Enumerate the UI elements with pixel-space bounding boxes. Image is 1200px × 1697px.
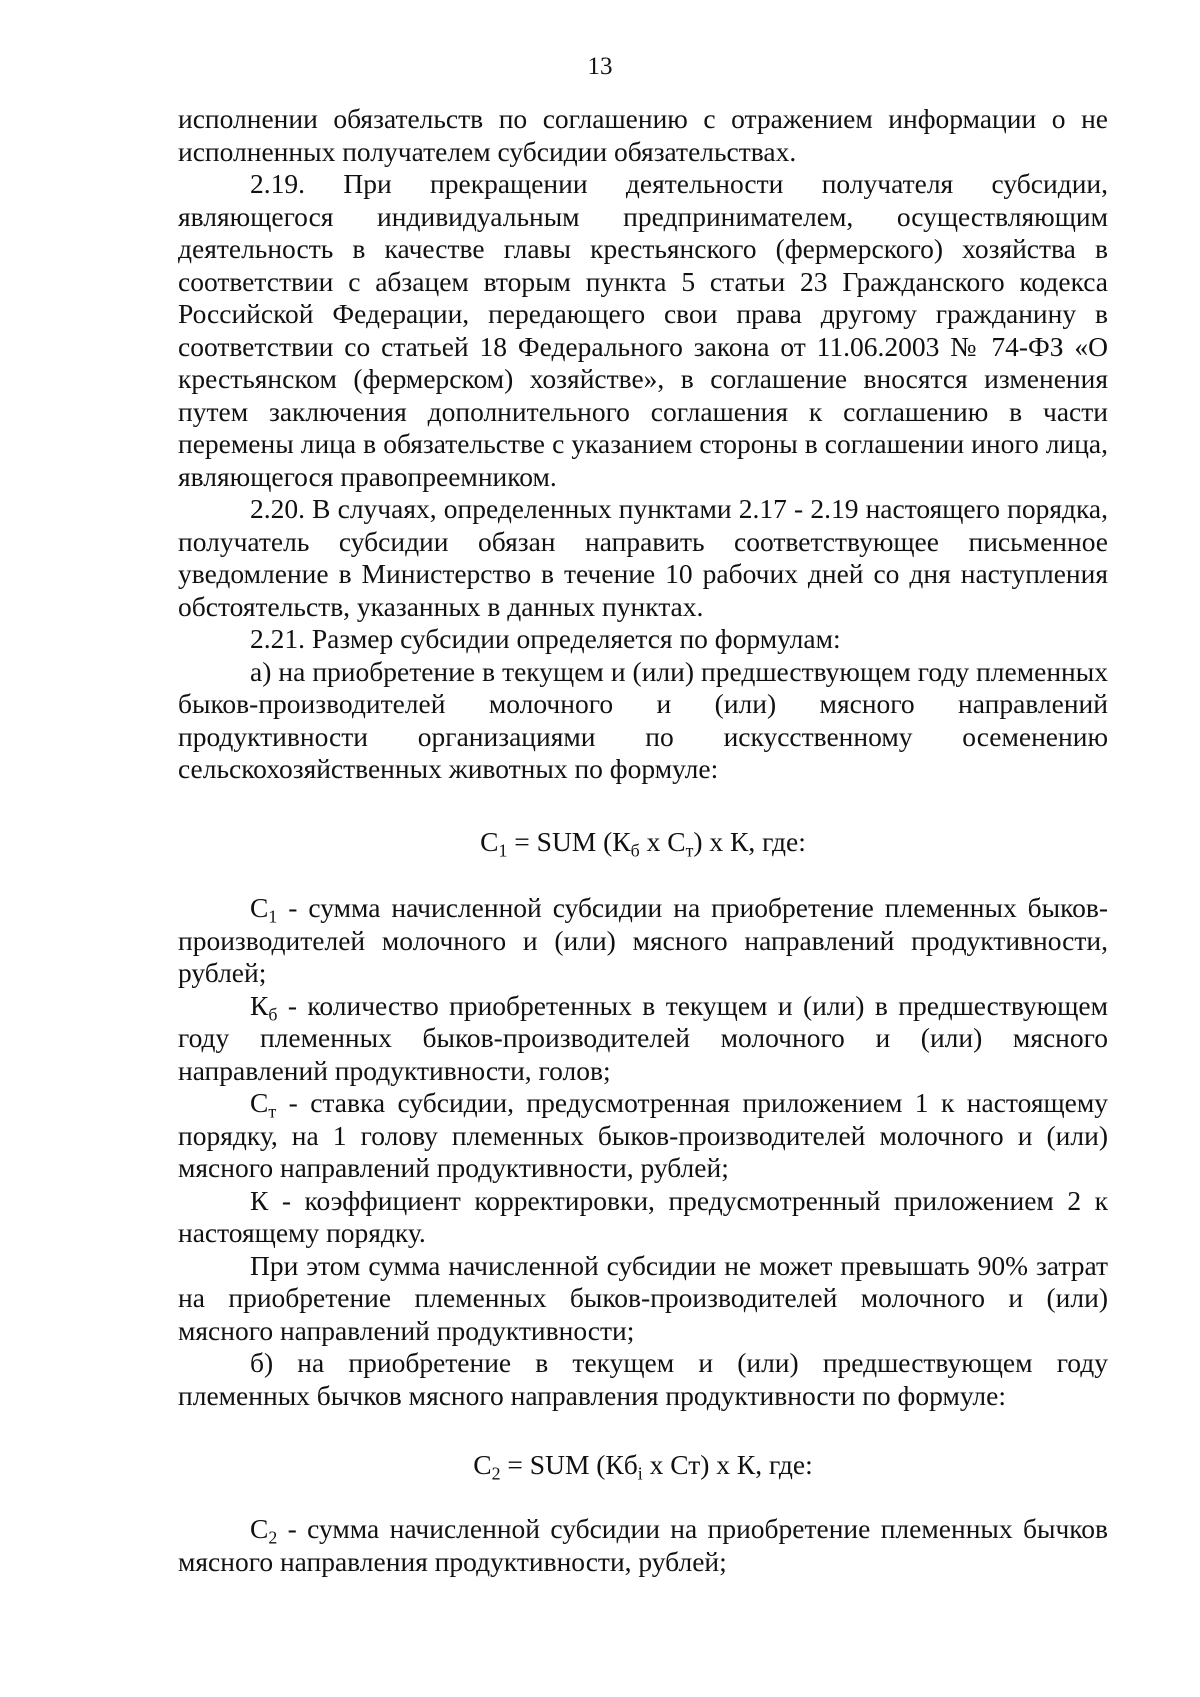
definition-k: К - коэффициент корректировки, предусмотренный приложением 2 к настоящему порядку. [178, 1184, 1108, 1248]
text-block-upper [178, 103, 1108, 786]
paragraph-2-21: 2.21. Размер субсидии определяется по формулам: [250, 623, 841, 654]
paragraph-item-a: а) на приобретение в текущем и (или) предшествующем году племенных быков-производителей молочного и (или) мясного направлений продуктивности организациями по искусственному осеменению сельскохозяйственных животных по формуле: [178, 655, 1108, 784]
formula-c2-lhs: С [473, 1449, 492, 1480]
paragraph-continuation: исполнении обязательств по соглашению с отражением информации о не исполненных получателем субсидии обязательствах. [178, 103, 1108, 167]
paragraph-2-20: 2.20. В случаях, определенных пунктами 2.17 - 2.19 настоящего порядка, получатель субсидии обязан направить соответствующее письменное уведомление в Министерство в течение 10 рабочих дней со дня наступления обстоятельств, указанных в данных пунктах. [178, 493, 1108, 622]
formula-c2: $С_2$ = SUM ($Кб_i$ x Ст) x К, где: [473, 1449, 813, 1484]
formula-c1-lhs: С [480, 826, 499, 857]
paragraph-limit-90: При этом сумма начисленной субсидии не может превышать 90% затрат на приобретение племенных быков-производителей молочного и (или) мясного направлений продуктивности; [178, 1249, 1108, 1346]
definition-c2: $С_2$ - сумма начисленной субсидии на приобретение племенных бычков мясного направления продуктивности, рублей; [178, 1513, 1108, 1577]
formula-c1: $С_1$ = SUM ($К_б$ x $С_т$) x К, где: [480, 826, 806, 861]
definition-kb: $К_б$ - количество приобретенных в текущем и (или) в предшествующем году племенных быков-производителей молочного и (или) мясного направлений продуктивности, голов; [178, 989, 1108, 1086]
page-number: 13 [587, 53, 613, 80]
paragraph-2-19: 2.19. При прекращении деятельности получателя субсидии, являющегося индивидуальным предпринимателем, осуществляющим деятельность в качестве главы крестьянского (фермерского) хозяйства в соответствии с абзацем вторым пункта 5 статьи 23 Гражданского кодекса Российской Федерации, передающего свои права другому гражданину в соответствии со статьей 18 Федерального закона от 11.06.2003 № 74-ФЗ «О крестьянском (фермерском) хозяйстве», в соглашение вносятся изменения путем заключения дополнительного соглашения к соглашению в части перемены лица в обязательстве с указанием стороны в соглашении иного лица, являющегося правопреемником. [178, 168, 1108, 492]
definitions-formula-2 [178, 1513, 1108, 1578]
definitions-formula-1 [178, 892, 1108, 1412]
definition-c1: $С_1$ - сумма начисленной субсидии на приобретение племенных быков-производителей молочного и (или) мясного направлений продуктивности, рублей; [178, 892, 1108, 988]
paragraph-item-b: б) на приобретение в текущем и (или) предшествующем году племенных бычков мясного направления продуктивности по формуле: [178, 1347, 1108, 1411]
definition-ct: $С_т$ - ставка субсидии, предусмотренная приложением 1 к настоящему порядку, на 1 голову племенных быков-производителей молочного и (или) мясного направлений продуктивности, рублей; [178, 1087, 1108, 1183]
